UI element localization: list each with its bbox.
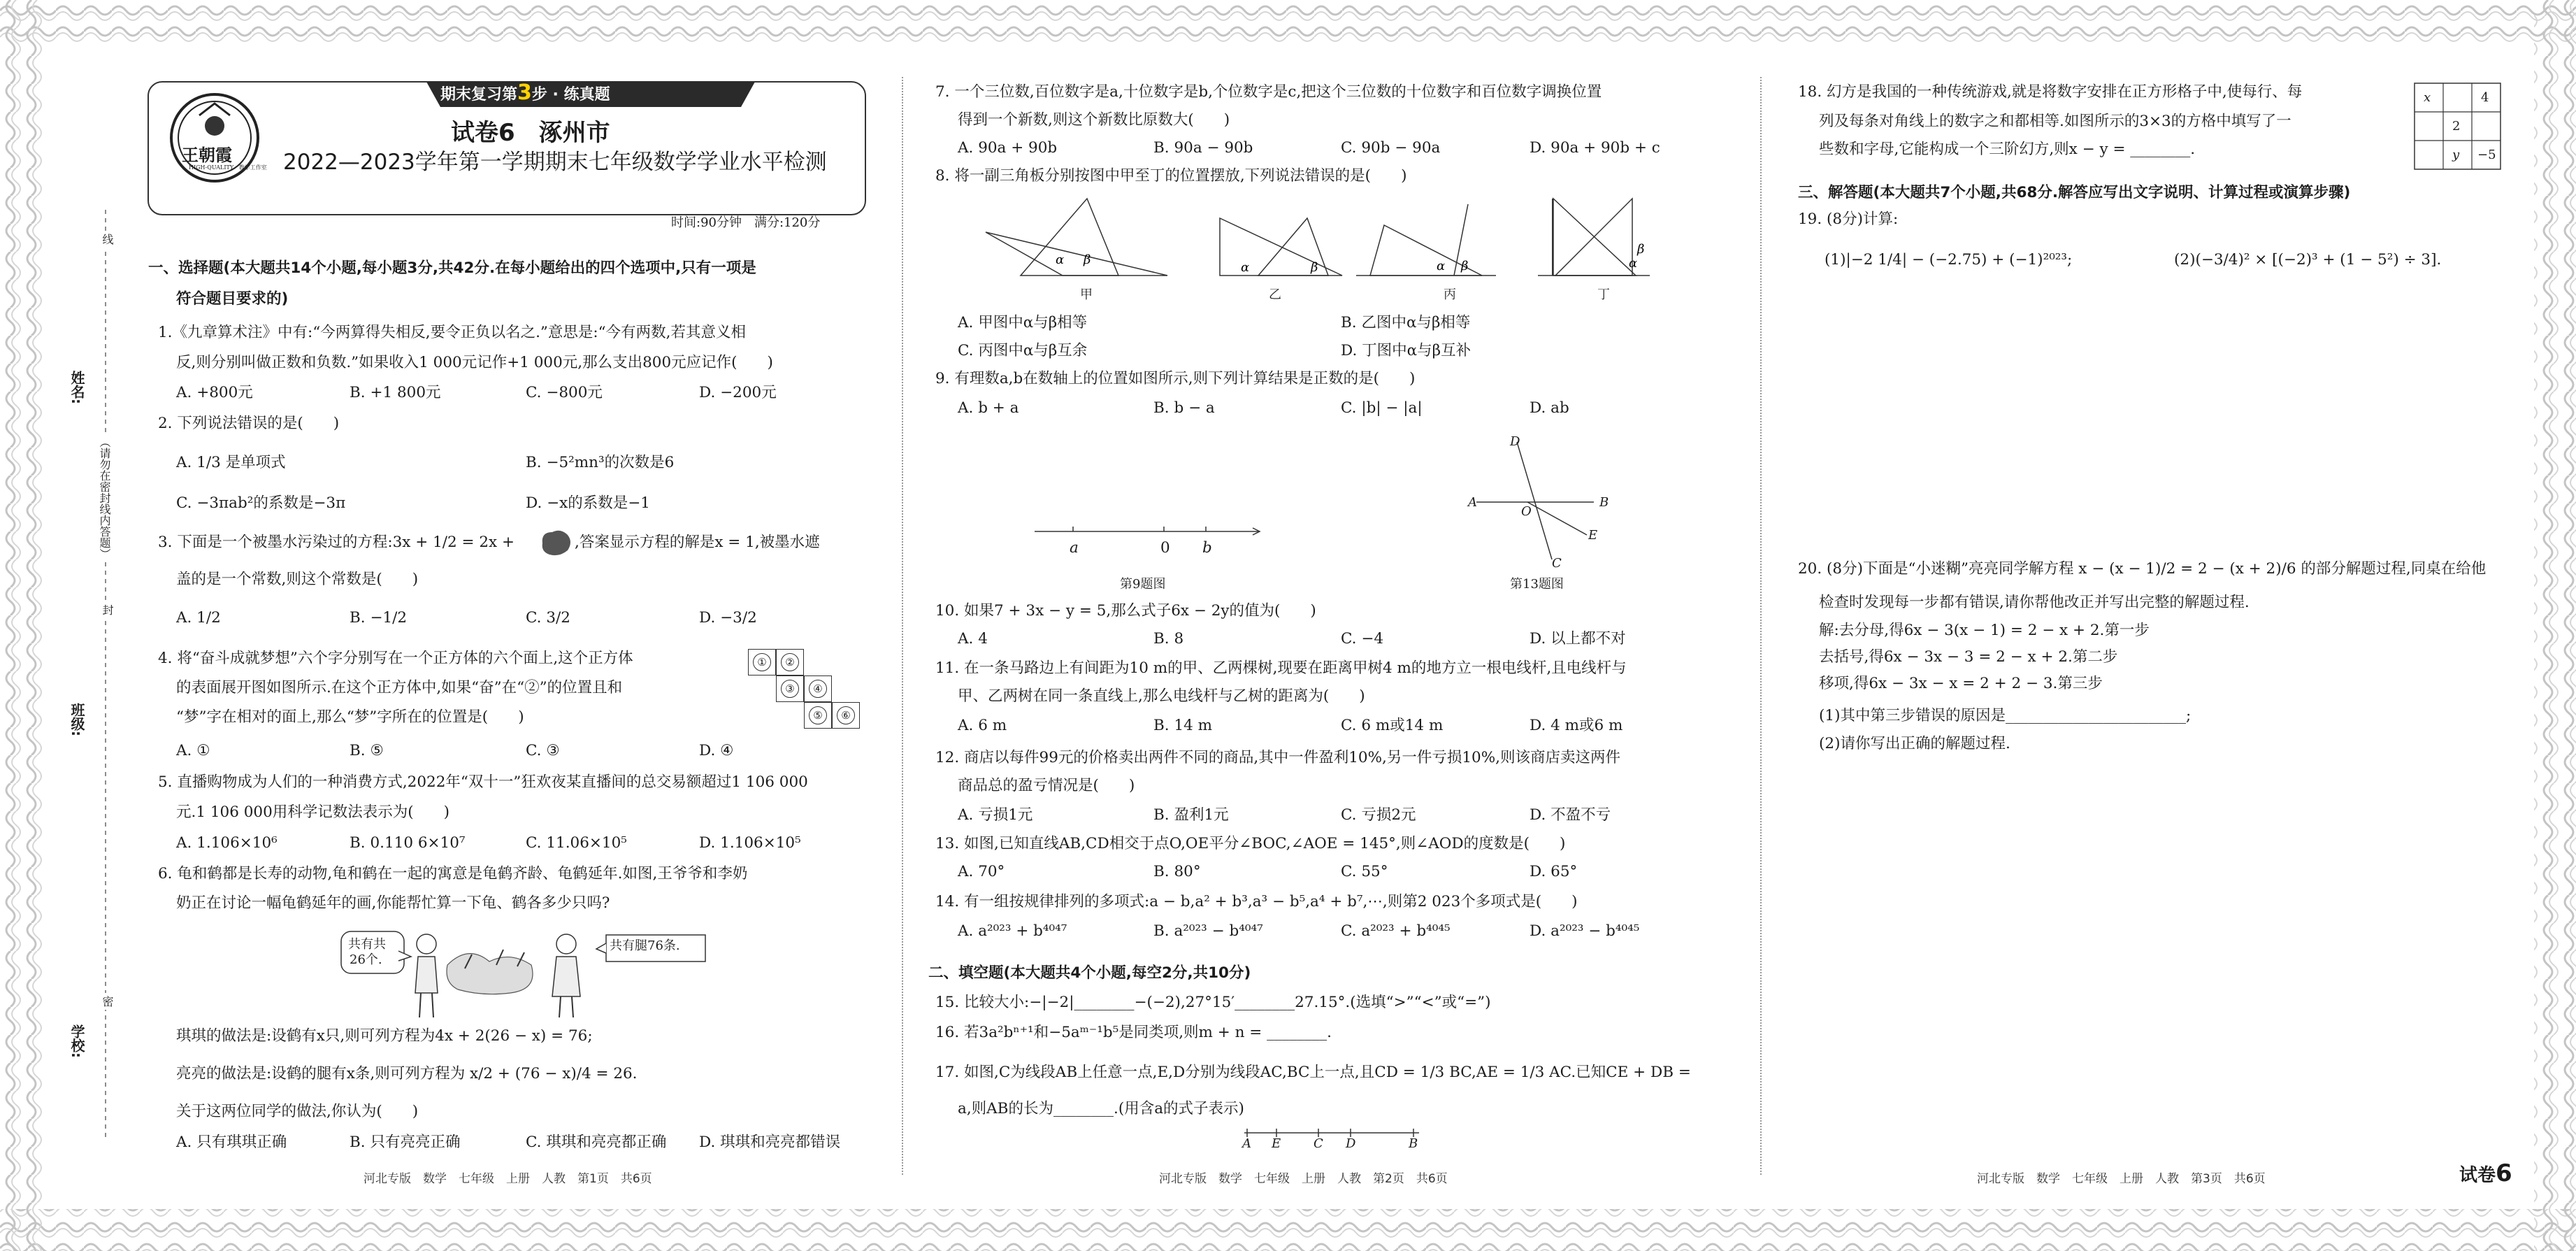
q6-option-c: C. 琪琪和亮亮都正确 [526,1134,667,1151]
q20-step2: 去括号,得6x − 3x − 3 = 2 − x + 2.第二步 [1819,648,2118,666]
q7-line2: 得到一个新数,则这个新数比原数大( ) [958,111,1230,129]
class-label: 班级: [69,703,85,736]
q3-option-a: A. 1/2 [176,609,221,627]
q3-line1b: ,答案显示方程的解是x = 1,被墨水遮 [575,534,820,551]
net-face-5: ⑤ [809,706,827,724]
svg-text:α: α [1629,256,1638,271]
q2-option-b: B. −5²mn³的次数是6 [526,454,675,471]
q1-option-b: B. +1 800元 [350,384,441,401]
axis-label-a: a [1070,539,1079,557]
net-face-1: ① [753,653,771,671]
q7-option-c: C. 90b − 90a [1341,139,1441,157]
q4-option-d: D. ④ [699,742,734,759]
q5-option-d: D. 1.106×10⁵ [699,834,801,852]
q7-line1: 7. 一个三位数,百位数字是a,十位数字是b,个位数字是c,把这个三位数的十位数字和百位数字调换位置 [935,83,1602,101]
net-face-2: ② [781,653,799,671]
q11-option-b: B. 14 m [1153,717,1213,734]
seal-notice: （请勿在密封线内答题） [98,434,110,562]
footer-page-2: 河北专版 数学 七年级 上册 人教 第2页 共6页 [1159,1172,1448,1186]
q11-line2: 甲、乙两树在同一条直线上,那么电线杆与乙树的距离为( ) [958,687,1365,705]
name-label: 姓名: [69,371,85,404]
fig-ding: 丁 [1597,287,1610,302]
q13-label-b: B [1599,495,1609,510]
q9-option-d: D. ab [1530,399,1569,417]
q6-option-b: B. 只有亮亮正确 [350,1134,461,1151]
q13-label-a: A [1468,495,1477,510]
fig13-caption: 第13题图 [1510,577,1564,592]
q12-option-c: C. 亏损2元 [1341,806,1416,824]
time-score: 时间:90分钟 满分:120分 [671,215,821,230]
q6-line2: 奶正在讨论一幅龟鹤延年的画,你能帮忙算一下龟、鹤各多少只吗? [176,894,610,912]
q1-line1: 1.《九章算术注》中有:“今两算得失相反,要令正负以名之.”意思是:“今有两数,若其意义相 [158,324,746,341]
q7-option-d: D. 90a + 90b + c [1530,139,1660,157]
magic-cell-9: −5 [2477,148,2496,162]
seal-line-1: 线 [99,231,115,248]
q10-option-a: A. 4 [958,630,988,648]
q15-text: 15. 比较大小:−|−2|________−(−2),27°15′________27.15°.(选填“>”“<”或“=”) [935,994,1491,1011]
q11-option-c: C. 6 m或14 m [1341,717,1444,734]
q5-line1: 5. 直播购物成为人们的一种消费方式,2022年“双十一”狂欢夜某直播间的总交易额超过1 106 000 [158,773,808,791]
q9-option-c: C. |b| − |a| [1341,399,1423,417]
q7-option-b: B. 90a − 90b [1153,139,1253,157]
q3-option-c: C. 3/2 [526,609,570,627]
q9-option-a: A. b + a [958,399,1019,417]
q10-stem: 10. 如果7 + 3x − y = 5,那么式子6x − 2y的值为( ) [935,602,1316,620]
paper-label [2459,1161,2512,1188]
section1-heading-1: 一、选择题(本大题共14个小题,每小题3分,共42分.在每小题给出的四个选项中,只有一项是 [148,259,756,277]
exam-title: 2022—2023学年第一学期期末七年级数学学业水平检测 [283,150,827,175]
seg-label-c: C [1314,1136,1323,1151]
q8-option-c: C. 丙图中α与β互余 [958,342,1088,359]
logo-subtext: HIGH-QUALITY · 教学工作室 [189,164,267,171]
banner-prefix: 期末复习第 [440,86,518,103]
axis-label-b: b [1202,539,1212,557]
q20-step3: 移项,得6x − 3x − x = 2 + 2 − 3.第三步 [1819,675,2103,692]
q13-option-c: C. 55° [1341,863,1388,880]
q10-option-d: D. 以上都不对 [1530,630,1626,648]
net-face-6: ⑥ [837,706,855,724]
q6-option-a: A. 只有琪琪正确 [176,1134,287,1151]
paper-label-text: 试卷 [2459,1165,2496,1186]
seal-line-2: 封 [99,601,115,618]
column-divider-1 [902,77,903,1175]
svg-text:α: α [1056,252,1065,267]
column-divider-2 [1760,77,1762,1175]
bubble-left-2: 26个. [350,952,382,967]
paper-number: 6 [2496,1159,2512,1187]
banner-step: 3 [517,80,532,105]
seg-label-b: B [1409,1136,1418,1151]
q2-stem: 2. 下列说法错误的是( ) [158,415,340,432]
svg-text:β: β [1637,242,1645,257]
svg-text:β: β [1461,259,1469,273]
magic-cell-5: 2 [2452,119,2461,134]
q8-triangle-figures [979,197,1650,288]
q8-option-b: B. 乙图中α与β相等 [1341,314,1471,331]
q13-label-c: C [1552,556,1562,571]
q8-stem: 8. 将一副三角板分别按图中甲至丁的位置摆放,下列说法错误的是( ) [935,167,1407,185]
school-label: 学校: [69,1024,85,1058]
q6-option-d: D. 琪琪和亮亮都错误 [699,1134,841,1151]
q14-stem: 14. 有一组按规律排列的多项式:a − b,a² + b³,a³ − b⁵,a⁴ + b⁷,⋯,则第2 023个多项式是( ) [935,893,1578,910]
q18-line3: 些数和字母,它能构成一个三阶幻方,则x − y = ________. [1819,141,2196,158]
q8-option-a: A. 甲图中α与β相等 [958,314,1088,331]
q3-line2: 盖的是一个常数,则这个常数是( ) [176,571,419,588]
q13-option-b: B. 80° [1153,863,1201,880]
q14-option-d: D. a²⁰²³ − b⁴⁰⁴⁵ [1530,922,1640,940]
number-line [1028,521,1265,542]
section2-heading: 二、填空题(本大题共4个小题,每空2分,共10分) [928,964,1251,982]
q12-line1: 12. 商店以每件99元的价格卖出两件不同的商品,其中一件盈利10%,另一件亏损10%,则该商店卖这两件 [935,749,1620,766]
q6-ask: 关于这两位同学的做法,你认为( ) [176,1103,419,1120]
magic-cell-3: 4 [2481,90,2489,105]
q4-option-b: B. ⑤ [350,742,384,759]
logo-text: 王朝霞 [182,145,232,165]
q9-stem: 9. 有理数a,b在数轴上的位置如图所示,则下列计算结果是正数的是( ) [935,370,1416,387]
q20-step1: 解:去分母,得6x − 3(x − 1) = 2 − x + 2.第一步 [1819,622,2150,639]
q1-option-d: D. −200元 [699,384,777,401]
net-face-3: ③ [781,680,799,698]
q13-label-o: O [1521,504,1532,519]
q19-stem: 19. (8分)计算: [1798,210,1899,228]
seg-label-d: D [1346,1136,1356,1151]
q10-option-b: B. 8 [1153,630,1184,648]
brand-logo [168,91,267,185]
q16-text: 16. 若3a²bⁿ⁺¹和−5aᵐ⁻¹b⁵是同类项,则m + n = ________. [935,1024,1332,1041]
q13-option-a: A. 70° [958,863,1005,880]
q10-option-c: C. −4 [1341,630,1384,648]
fig9-caption: 第9题图 [1120,577,1166,592]
svg-text:β: β [1084,252,1091,267]
q14-option-b: B. a²⁰²³ − b⁴⁰⁴⁷ [1153,922,1263,940]
seg-label-e: E [1272,1136,1281,1151]
q6-line1: 6. 龟和鹤都是长寿的动物,龟和鹤在一起的寓意是龟鹤齐龄、龟鹤延年.如图,王爷爷和李奶 [158,865,748,882]
q3-option-d: D. −3/2 [699,609,757,627]
q12-option-a: A. 亏损1元 [958,806,1033,824]
magic-cell-8: y [2452,148,2460,162]
header-banner [440,80,610,105]
q11-line1: 11. 在一条马路边上有间距为10 m的甲、乙两棵树,现要在距离甲树4 m的地方立一根电线杆,且电线杆与 [935,659,1627,677]
q4-line2: 的表面展开图如图所示.在这个正方体中,如果“奋”在“②”的位置且和 [176,679,623,696]
banner-suffix: 步 · 练真题 [531,86,610,103]
footer-page-1: 河北专版 数学 七年级 上册 人教 第1页 共6页 [364,1172,652,1186]
q7-option-a: A. 90a + 90b [958,139,1058,157]
q5-option-b: B. 0.110 6×10⁷ [350,834,466,852]
q4-line1: 4. 将“奋斗成就梦想”六个字分别写在一个正方体的六个面上,这个正方体 [158,650,633,667]
q2-option-d: D. −x的系数是−1 [526,494,650,512]
q3-line1: 3. 下面是一个被墨水污染过的方程:3x + 1/2 = 2x + [158,534,515,551]
q8-option-d: D. 丁图中α与β互补 [1341,342,1472,359]
q12-line2: 商品总的盈亏情况是( ) [958,777,1135,794]
bubble-left-1: 共有共 [348,937,386,952]
net-face-4: ④ [809,680,827,698]
q17-line1: 17. 如图,C为线段AB上任意一点,E,D分别为线段AC,BC上一点,且CD = 1/3 BC,AE = 1/3 AC.已知CE + DB = [935,1064,1691,1081]
svg-text:β: β [1311,260,1318,275]
svg-text:α: α [1437,259,1446,273]
q4-option-c: C. ③ [526,742,560,759]
paper-title: 试卷6 涿州市 [451,119,610,147]
seal-line-3: 密 [99,993,115,1010]
q6-qiqi: 琪琪的做法是:设鹤有x只,则可列方程为4x + 2(26 − x) = 76; [176,1027,593,1045]
q4-option-a: A. ① [176,742,210,759]
fig-bing: 丙 [1444,287,1456,302]
q13-label-e: E [1588,528,1598,543]
section3-heading: 三、解答题(本大题共7个小题,共68分.解答应写出文字说明、计算过程或演算步骤) [1798,184,2351,201]
q14-option-a: A. a²⁰²³ + b⁴⁰⁴⁷ [958,922,1067,940]
ink-blot [538,528,573,557]
q19-part1: (1)|−2 1/4| − (−2.75) + (−1)²⁰²³; [1825,251,2073,269]
section1-heading-2: 符合题目要求的) [176,290,289,308]
q12-option-d: D. 不盈不亏 [1530,806,1611,824]
seg-label-a: A [1242,1136,1251,1151]
q11-option-d: D. 4 m或6 m [1530,717,1623,734]
q20-line2: 检查时发现每一步都有错误,请你帮他改正并写出完整的解题过程. [1819,594,2250,611]
q18-line2: 列及每条对角线上的数字之和都相等.如图所示的3×3的方格中填写了一 [1819,113,2291,130]
q17-line2: a,则AB的长为________.(用含a的式子表示) [958,1100,1244,1117]
q4-line3: “梦”字在相对的面上,那么“梦”字所在的位置是( ) [176,708,524,726]
bubble-right: 共有腿76条. [610,938,680,953]
q2-option-c: C. −3πab²的系数是−3π [176,494,346,512]
q18-line1: 18. 幻方是我国的一种传统游戏,就是将数字安排在正方形格子中,使每行、每 [1798,83,2303,101]
q11-option-a: A. 6 m [958,717,1007,734]
q5-option-c: C. 11.06×10⁵ [526,834,627,852]
q13-stem: 13. 如图,已知直线AB,CD相交于点O,OE平分∠BOC,∠AOE = 145°,则∠AOD的度数是( ) [935,835,1566,852]
q1-line2: 反,则分别叫做正数和负数.”如果收入1 000元记作+1 000元,那么支出800元应记作( ) [176,354,773,371]
q13-label-d: D [1510,434,1520,449]
q20-line1: 20. (8分)下面是“小迷糊”亮亮同学解方程 x − (x − 1)/2 = 2 − (x + 2)/6 的部分解题过程,同桌在给他 [1798,560,2487,578]
axis-label-0: 0 [1160,539,1170,557]
q13-option-d: D. 65° [1530,863,1578,880]
svg-text:α: α [1241,260,1250,275]
q20-ask1: (1)其中第三步错误的原因是________________________; [1819,707,2192,724]
fig-jia: 甲 [1080,287,1093,302]
q5-option-a: A. 1.106×10⁶ [176,834,278,852]
q9-option-b: B. b − a [1153,399,1215,417]
magic-cell-1: x [2424,90,2431,105]
q2-option-a: A. 1/3 是单项式 [176,454,286,471]
q12-option-b: B. 盈利1元 [1153,806,1229,824]
q20-ask2: (2)请你写出正确的解题过程. [1819,735,2010,752]
q1-option-c: C. −800元 [526,384,603,401]
q3-option-b: B. −1/2 [350,609,408,627]
q1-option-a: A. +800元 [176,384,253,401]
q19-part2: (2)(−3/4)² × [(−2)³ + (1 − 5²) ÷ 3]. [2174,251,2442,269]
q5-line2: 元.1 106 000用科学记数法表示为( ) [176,803,450,821]
q6-liangliang: 亮亮的做法是:设鹤的腿有x条,则可列方程为 x/2 + (76 − x)/4 = 26. [176,1065,638,1082]
footer-page-3: 河北专版 数学 七年级 上册 人教 第3页 共6页 [1977,1172,2266,1186]
q17-segment [1237,1126,1426,1140]
fig-yi: 乙 [1269,287,1281,302]
q14-option-c: C. a²⁰²³ + b⁴⁰⁴⁵ [1341,922,1451,940]
